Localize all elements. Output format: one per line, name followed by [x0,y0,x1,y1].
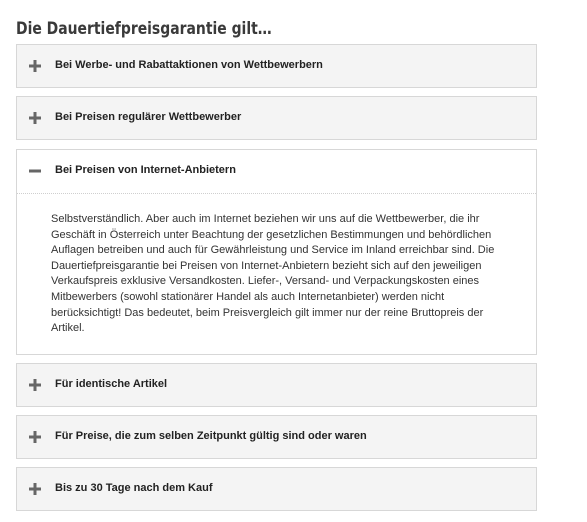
plus-icon [29,483,41,495]
accordion-label: Bei Preisen von Internet-Anbietern [55,164,236,176]
accordion-item-30-tage [16,467,537,511]
section-heading: Die Dauertiefpreisgarantie gilt… [16,19,272,39]
accordion-header-regulaere-wettbewerber[interactable] [17,97,536,139]
accordion-label: Für identische Artikel [55,378,168,390]
accordion-label: Bei Preisen regulärer Wettbewerber [55,111,242,123]
plus-icon [29,112,41,124]
plus-icon [29,379,41,391]
accordion-header-30-tage[interactable] [17,468,536,510]
accordion-item-internet-anbieter [16,149,537,355]
accordion-label: Für Preise, die zum selben Zeitpunkt gültig sind oder waren [55,430,367,442]
plus-icon [29,60,41,72]
accordion-item-selber-zeitpunkt [16,415,537,459]
accordion-header-selber-zeitpunkt[interactable] [17,416,536,458]
minus-icon [29,165,41,177]
accordion-header-internet-anbieter[interactable] [17,150,536,194]
accordion-item-identische-artikel [16,363,537,407]
accordion-item-werbeaktionen [16,44,537,88]
accordion-item-regulaere-wettbewerber [16,96,537,140]
accordion-label: Bei Werbe- und Rabattaktionen von Wettbewerbern [55,59,323,71]
plus-icon [29,431,41,443]
accordion-header-identische-artikel[interactable] [17,364,536,406]
accordion-header-werbeaktionen[interactable] [17,45,536,87]
accordion-label: Bis zu 30 Tage nach dem Kauf [55,482,213,494]
accordion-body-text: Selbstverständlich. Aber auch im Internet beziehen wir uns auf die Wettbewerber, die ihr Geschäft in Österreich unter Beachtung der gesetzlichen Bestimmungen und behördlichen Auflagen betreiben und auch für Gewährleistung und Service im Inland erreichbar sind. Die Dauertiefpreisgarantie bei Preisen von Internet-Anbietern bezieht sich auf den jeweiligen Verkaufspreis exklusive Versandkosten. Liefer-, Versand- und Verpackungskosten eines Mitbewerbers (sowohl stationärer Handel als auch Internetanbieter) werden nicht berücksichtigt! Das bedeutet, beim Preisvergleich gilt immer nur der reine Bruttopreis der Artikel. [51,213,495,335]
